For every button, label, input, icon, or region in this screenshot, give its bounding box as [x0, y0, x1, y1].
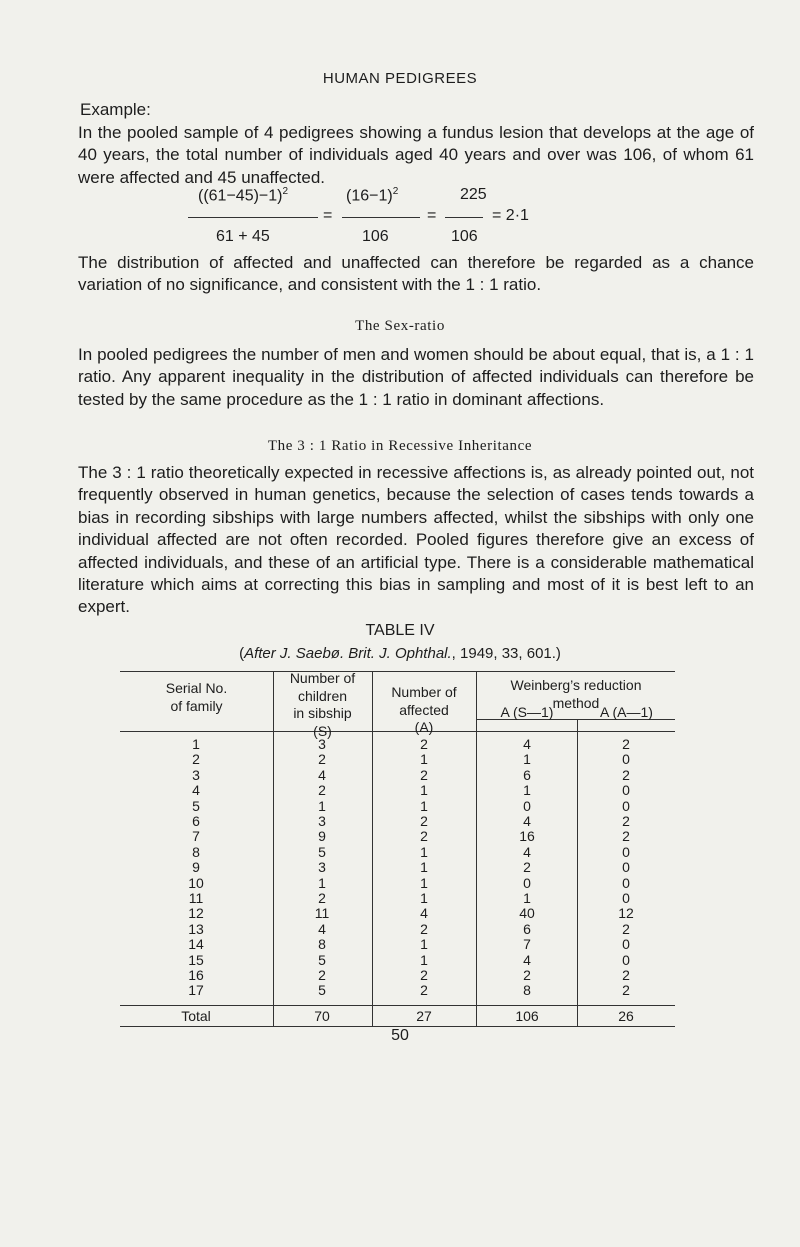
- equation-numerator-1: $((61-45)-1)^2$: [198, 186, 289, 205]
- equation-numerator-2: $(16-1)^2$: [346, 186, 399, 205]
- table-cell: 0: [523, 874, 531, 891]
- table-cell: 16: [188, 967, 204, 983]
- table-cell: 0: [622, 751, 630, 768]
- table-cell: 1: [420, 890, 428, 906]
- example-paragraph: [78, 122, 754, 189]
- table-cell: 7: [192, 828, 200, 845]
- table-cell: 3: [318, 813, 326, 829]
- table-top-rule: [120, 671, 675, 672]
- table-cell: 1: [420, 782, 428, 799]
- table-cell: 2: [622, 828, 630, 845]
- header-a-a-minus-1: A (A—1): [600, 704, 653, 720]
- table-cell: 0: [622, 951, 630, 968]
- table-cell: 5: [318, 951, 326, 968]
- table-cell: 6: [523, 920, 531, 937]
- table-cell: 2: [420, 828, 428, 845]
- column-divider-4: [577, 719, 578, 1026]
- table-cell: 3: [318, 736, 326, 752]
- equation-denominator-2: 106: [362, 228, 389, 245]
- table-cell: 1: [192, 736, 200, 752]
- table-cell: 2: [192, 751, 200, 768]
- table-cell: 2: [420, 766, 428, 783]
- table-cell: 4: [523, 843, 531, 860]
- table-cell: 1: [523, 890, 531, 906]
- table-cell: 2: [318, 890, 326, 906]
- table-cell: 6: [523, 766, 531, 783]
- table-cell: 0: [622, 936, 630, 953]
- table-cell: 3: [192, 766, 200, 783]
- table-title: TABLE IV: [365, 622, 435, 639]
- table-cell: 2: [318, 782, 326, 799]
- table-cell: 4: [192, 782, 200, 799]
- equals-sign-2: =: [427, 207, 437, 224]
- table-cell: 2: [622, 920, 630, 937]
- fraction-bar-2: [342, 217, 420, 218]
- table-cell: 6: [192, 813, 200, 829]
- table-cell: 4: [523, 736, 531, 752]
- ratio-text: The 3 : 1 ratio theoretically expected in recessive affections is, as already pointed out, not frequently observed in human genetics, because the selection of cases tends towards a bias in recording sibships with large numbers affected, whilst the sibships with only one individual affected are not often recorded. Pooled figures therefore give an excess of affected individuals, and these of an artificial type. There is a considerable mathematical literature which aims at correcting this bias in sampling and most of it is best left to an expert.: [78, 463, 754, 617]
- table-cell: 2: [420, 967, 428, 983]
- table-cell: 8: [318, 936, 326, 953]
- example-text: In the pooled sample of 4 pedigrees showing a fundus lesion that develops at the age of 40 years, the total number of individuals aged 40 years and over was 106, of whom 61 were affected and 45 unaffected.: [78, 123, 754, 187]
- table-cell: 9: [192, 859, 200, 876]
- header-affected: Number of affected (A): [391, 684, 457, 735]
- equation-numerator-3: 225: [460, 186, 487, 203]
- sex-ratio-heading: The Sex-ratio: [355, 318, 445, 334]
- table-cell: 5: [318, 843, 326, 860]
- fraction-bar-3: [445, 217, 483, 218]
- table-cell: 1: [420, 874, 428, 891]
- fraction-bar-1: [188, 217, 318, 218]
- table-cell: 5: [192, 797, 200, 814]
- table-cell: 2: [622, 982, 630, 999]
- table-cell: 4: [318, 766, 326, 783]
- table-cell: 4: [523, 951, 531, 968]
- sex-ratio-text: In pooled pedigrees the number of men and women should be about equal, that is, a 1 : 1 ratio. Any apparent inequality in the distribution of affected individuals can therefore be tested by the same procedure as the 1 : 1 ratio in dominant affections.: [78, 345, 754, 409]
- sex-ratio-paragraph: [78, 344, 754, 411]
- table-cell: 12: [618, 905, 634, 922]
- table-cell: 4: [318, 920, 326, 937]
- ratio-heading: The 3 : 1 Ratio in Recessive Inheritance: [267, 438, 533, 454]
- table-cell: 16: [519, 828, 535, 845]
- table-cell: 7: [523, 936, 531, 953]
- table-cell: 5: [318, 982, 326, 999]
- equation-denominator-1: 61 + 45: [216, 228, 270, 245]
- table-cell: 1: [420, 859, 428, 876]
- table-cell: 2: [622, 766, 630, 783]
- table-cell: 1: [318, 797, 326, 814]
- table-cell: 1: [523, 751, 531, 768]
- table-cell: 17: [188, 982, 204, 999]
- header-a-s-minus-1-text: A (S—1): [500, 704, 554, 720]
- running-header: HUMAN PEDIGREES: [322, 70, 478, 87]
- total-cell: 27: [416, 1008, 432, 1024]
- table-cell: 0: [622, 843, 630, 860]
- table-cell: 2: [420, 982, 428, 999]
- table-cell: 11: [314, 905, 330, 922]
- table-cell: 9: [318, 828, 326, 845]
- table-cell: 0: [622, 859, 630, 876]
- table-cell: 4: [420, 905, 428, 922]
- table-cell: 1: [420, 936, 428, 953]
- total-cell: 106: [515, 1008, 539, 1024]
- table-cell: 2: [318, 967, 326, 983]
- table-cell: 2: [523, 859, 531, 876]
- table-cell: 13: [188, 920, 204, 937]
- table-cell: 11: [188, 890, 204, 906]
- table-cell: 2: [523, 967, 531, 983]
- equals-sign-1: =: [323, 207, 333, 224]
- table-cell: 1: [420, 951, 428, 968]
- table-cell: 4: [523, 813, 531, 829]
- ratio-paragraph: [78, 462, 754, 619]
- table-cell: 0: [523, 797, 531, 814]
- table-cell: 1: [420, 751, 428, 768]
- table-cell: 0: [622, 797, 630, 814]
- distribution-text: The distribution of affected and unaffected can therefore be regarded as a chance variation of no significance, and consistent with the 1 : 1 ratio.: [78, 253, 754, 295]
- header-serial: Serial No. of family: [165, 680, 228, 714]
- table-cell: 15: [188, 951, 204, 968]
- table-cell: 1: [420, 843, 428, 860]
- table-cell: 2: [420, 920, 428, 937]
- table-cell: 2: [420, 736, 428, 752]
- table-cell: 2: [318, 751, 326, 768]
- total-top-rule: [120, 1005, 675, 1006]
- table-cell: 8: [523, 982, 531, 999]
- example-label: Example:: [80, 100, 151, 119]
- table-cell: 10: [188, 874, 204, 891]
- table-cell: 1: [523, 782, 531, 799]
- table-cell: 14: [188, 936, 204, 953]
- table-caption: (After J. Saebø. Brit. J. Ophthal., 1949, 33, 601.): [239, 645, 561, 662]
- table-cell: 2: [622, 967, 630, 983]
- table-cell: 0: [622, 782, 630, 799]
- header-weinberg: Weinberg’s reduction method: [510, 677, 642, 711]
- table-cell: 2: [420, 813, 428, 829]
- equation-result: = 2·1: [492, 207, 529, 224]
- total-label: Total: [181, 1008, 211, 1024]
- table-cell: 12: [188, 905, 204, 922]
- column-divider-3: [476, 671, 477, 1026]
- table-cell: 0: [622, 890, 630, 906]
- total-cell: 70: [314, 1008, 330, 1024]
- table-cell: 40: [519, 905, 535, 922]
- equation-denominator-3: 106: [451, 228, 478, 245]
- table-cell: 2: [622, 736, 630, 752]
- table-cell: 8: [192, 843, 200, 860]
- table-cell: 3: [318, 859, 326, 876]
- distribution-paragraph: [78, 252, 754, 297]
- table-cell: 0: [622, 874, 630, 891]
- table-cell: 1: [420, 797, 428, 814]
- table-cell: 1: [318, 874, 326, 891]
- page-number: 50: [391, 1027, 409, 1044]
- header-children: Number of children in sibship (S): [289, 670, 356, 739]
- table-cell: 2: [622, 813, 630, 829]
- total-cell: 26: [618, 1008, 634, 1024]
